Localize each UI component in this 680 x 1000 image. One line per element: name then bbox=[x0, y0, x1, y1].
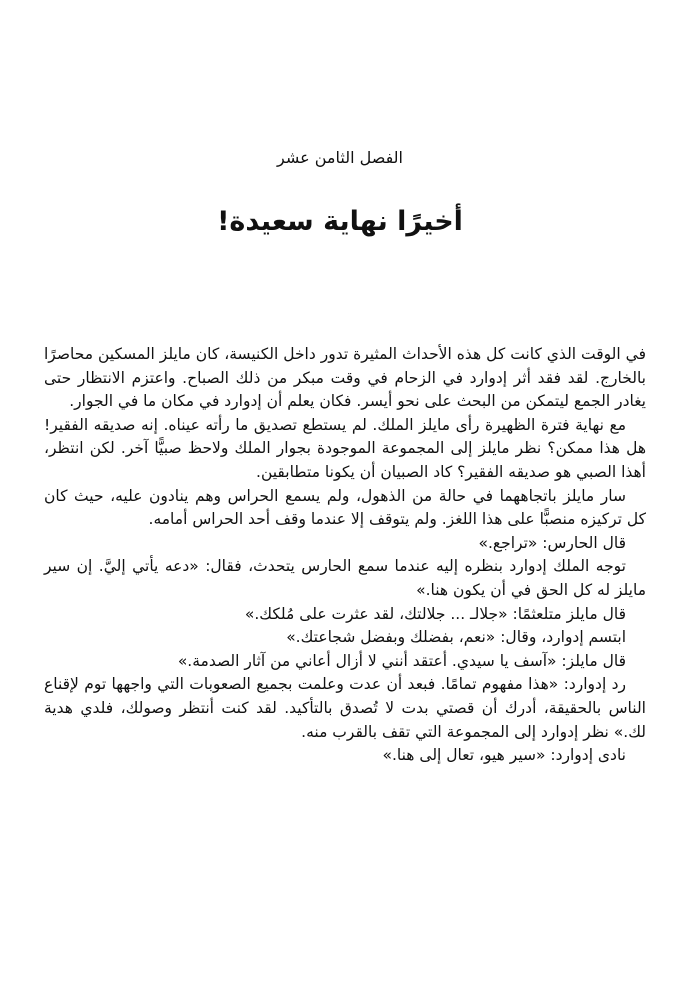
paragraph: قال الحارس: «تراجع.» bbox=[478, 533, 626, 552]
paragraph: قال مايلز: «آسف يا سيدي. أعتقد أنني لا أزال أعاني من آثار الصدمة.» bbox=[177, 651, 626, 670]
paragraph: رد إدوارد: «هذا مفهوم تمامًا. فبعد أن عدت وعلمت بجميع الصعوبات التي واجهها توم لإقناع الناس بالحقيقة، أدرك أن قصتي بدت لا تُصدق بالتأكيد. لقد كنت أنتظر وصولك، فلدي هدية لك.» نظر إدوارد إلى المجموعة التي تقف بالقرب منه. bbox=[44, 675, 646, 741]
chapter-label: الفصل الثامن عشر bbox=[277, 148, 403, 167]
chapter-body bbox=[44, 343, 646, 768]
paragraph: قال مايلز متلعثمًا: «جلالـ ... جلالتك، لقد عثرت على مُلكك.» bbox=[244, 604, 626, 623]
chapter-title: أخيرًا نهاية سعيدة! bbox=[217, 206, 463, 237]
paragraph: سار مايلز باتجاههما في حالة من الذهول، ولم يسمع الحراس وهم ينادون عليه، حيث كان كل تركيزه منصبًّا على هذا اللغز. ولم يتوقف إلا عندما وقف أحد الحراس أمامه. bbox=[44, 486, 646, 529]
paragraph: توجه الملك إدوارد بنظره إليه عندما سمع الحارس يتحدث، فقال: «دعه يأتي إليَّ. إن سير مايلز له كل الحق في أن يكون هنا.» bbox=[44, 557, 646, 599]
paragraph: ابتسم إدوارد، وقال: «نعم، بفضلك وبفضل شجاعتك.» bbox=[286, 628, 626, 647]
paragraph: مع نهاية فترة الظهيرة رأى مايلز الملك. لم يستطع تصديق ما رأته عيناه. إنه صديقه الفقير! هل هذا ممكن؟ نظر مايلز إلى المجموعة الموجودة بجوار الملك ولاحظ صبيًّا آخر. لكن انتظر، أهذا الصبي هو صديقه الفقير؟ كاد الصبيان أن يكونا متطابقين. bbox=[44, 415, 646, 481]
paragraph: في الوقت الذي كانت كل هذه الأحداث المثيرة تدور داخل الكنيسة، كان مايلز المسكين محاصرًا بالخارج. لقد فقد أثر إدوارد في الزحام في وقت مبكر من ذلك الصباح. واعتزم الانتظار حتى يغادر الجمع ليتمكن من البحث على نحو أيسر. فكان يعلم أن إدوارد في مكان ما في الجوار. bbox=[44, 345, 646, 411]
paragraph: نادى إدوارد: «سير هيو، تعال إلى هنا.» bbox=[382, 746, 626, 765]
